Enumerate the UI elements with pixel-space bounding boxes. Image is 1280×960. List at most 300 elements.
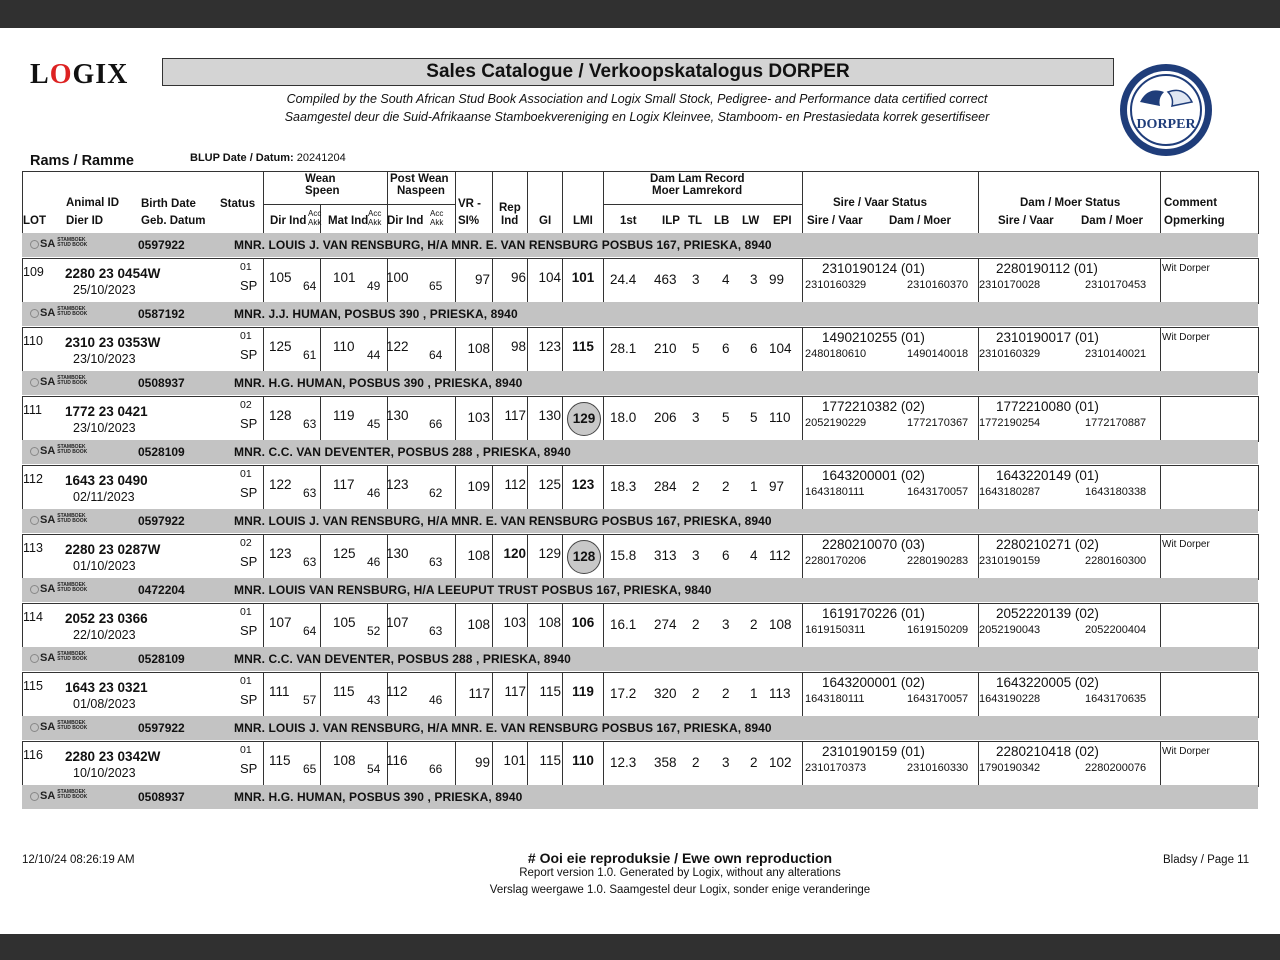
stamp-label: SA [40,445,56,457]
breeder-address: MNR. LOUIS J. VAN RENSBURG, H/A MNR. E. VAN RENSBURG POSBUS 167, PRIESKA, 8940 [234,238,772,252]
cell-sire-s: 1643180111 [805,486,865,498]
breeder-number: 0587192 [138,307,185,321]
cell-sire: 1772210382 (02) [822,399,925,414]
sa-studbook-logo [30,307,87,319]
cell-wmat: 108 [333,753,356,768]
cell-pwacc: 66 [429,417,443,431]
studbook-ring-icon [30,447,39,456]
stamp-label: SA [40,307,56,319]
cell-tl: 3 [692,272,700,287]
stamp-label: SA [40,583,56,595]
cell-epi: 102 [769,755,792,770]
cell-id: 2052 23 0366 [65,611,148,626]
cell-gi: 123 [538,339,561,354]
cell-dam-s: 1790190342 [979,762,1041,774]
table-row [22,741,1259,787]
stamp-label: SA [40,790,56,802]
cell-dam: 1643220149 (01) [996,468,1099,483]
breeder-address: MNR. C.C. VAN DEVENTER, POSBUS 288 , PRIESKA, 8940 [234,652,571,666]
cell-dam-d: 1772170887 [1085,417,1147,429]
cell-pw: 130 [386,546,409,561]
cell-comment: Wit Dorper [1162,263,1210,274]
stamp-label: SA [40,721,56,733]
cell-sire: 2310190124 (01) [822,261,925,276]
breeder-band [22,302,1258,326]
sa-studbook-logo [30,514,87,526]
cell-sire: 1619170226 (01) [822,606,925,621]
cell-ilp: 320 [654,686,677,701]
stamp-label: SA [40,238,56,250]
cell-lmi: 101 [571,270,595,285]
cell-wmat: 105 [333,615,356,630]
cell-wdir: 125 [269,339,292,354]
col-moer-lamrekord: Moer Lamrekord [652,185,743,197]
cell-dam: 1643220005 (02) [996,675,1099,690]
cell-first: 18.0 [610,410,637,425]
cell-dam-s: 2310170028 [979,279,1041,291]
cell-rep: 117 [504,684,526,699]
cell-wdir: 105 [269,270,292,285]
breeder-number: 0597922 [138,238,185,252]
cell-tl: 2 [692,686,700,701]
cell-wmat: 125 [333,546,356,561]
cell-dam: 2310190017 (01) [996,330,1099,345]
cell-sire-d: 1772170367 [907,417,969,429]
col-lw: LW [742,215,760,227]
cell-tl: 5 [692,341,700,356]
cell-dam-s: 1772190254 [979,417,1041,429]
cell-wdir: 128 [269,408,292,423]
cell-tl: 3 [692,548,700,563]
cell-tl: 3 [692,410,700,425]
cell-rep: 103 [503,615,526,630]
cell-ilp: 358 [654,755,677,770]
breeder-number: 0528109 [138,652,185,666]
cell-s2: SP [240,347,258,362]
cell-wmacc: 46 [367,486,381,500]
cell-pw: 116 [386,753,408,768]
breeder-address: MNR. C.C. VAN DEVENTER, POSBUS 288 , PRIESKA, 8940 [234,445,571,459]
blup-value: 20241204 [296,152,346,164]
cell-date: 23/10/2023 [73,421,136,435]
cell-dam-d: 2310140021 [1085,348,1147,360]
studbook-ring-icon [30,792,39,801]
cell-lw: 6 [750,341,758,356]
cell-dam: 2280210418 (02) [996,744,1099,759]
breeder-address: MNR. J.J. HUMAN, POSBUS 390 , PRIESKA, 8940 [234,307,518,321]
cell-wdacc: 57 [303,693,317,707]
cell-dam-s: 1643190228 [979,693,1041,705]
footer-ewe-note: # Ooi eie reproduksie / Ewe own reproduction [527,850,833,866]
cell-lw: 2 [750,755,758,770]
cell-sire-d: 1643170057 [907,693,969,705]
cell-lmi: 106 [571,615,595,630]
cell-s1: 01 [240,330,252,342]
table-header [22,171,1259,234]
breeder-address: MNR. LOUIS VAN RENSBURG, H/A LEEUPUT TRUST POSBUS 167, PRIESKA, 9840 [234,583,712,597]
cell-date: 01/10/2023 [73,559,136,573]
cell-epi: 104 [769,341,792,356]
stamp-small-label: STAMBOEK STUD BOOK [57,789,88,800]
cell-s1: 01 [240,261,252,273]
cell-pw: 100 [386,270,409,285]
cell-vr: 103 [467,410,490,425]
cell-gi: 125 [538,477,561,492]
col-dier-id: Dier ID [66,215,104,227]
cell-gi: 115 [539,753,561,768]
col-lb: LB [714,215,730,227]
cell-sire-s: 2310160329 [805,279,867,291]
cell-epi: 110 [769,410,791,425]
cell-wdacc: 63 [303,555,317,569]
cell-lmi-highlighted: 129 [567,402,601,436]
cell-epi: 113 [769,686,791,701]
cell-s2: SP [240,278,258,293]
cell-wdir: 123 [269,546,292,561]
cell-s1: 01 [240,468,252,480]
col-dam-dam-moer: Dam / Moer [1081,215,1143,227]
cell-lb: 4 [722,272,730,287]
stamp-small-label: STAMBOEK STUD BOOK [57,651,88,662]
cell-rep: 112 [504,477,526,492]
cell-dam-d: 2280200076 [1085,762,1147,774]
sa-studbook-logo [30,790,87,802]
stamp-label: SA [40,376,56,388]
svg-text:DORPER: DORPER [1136,117,1196,132]
breeder-band [22,233,1258,257]
stamp-small-label: STAMBOEK STUD BOOK [57,375,88,386]
cell-lot: 116 [23,748,43,762]
table-row [22,534,1259,580]
col-lot: LOT [23,215,46,227]
cell-pw: 107 [386,615,409,630]
cell-ilp: 274 [654,617,677,632]
col-tl: TL [688,215,703,227]
stamp-small-label: STAMBOEK STUD BOOK [57,513,88,524]
cell-dam-s: 1643180287 [979,486,1041,498]
cell-pw: 112 [386,684,408,699]
cell-vr: 108 [467,548,490,563]
col-naspeen: Naspeen [397,185,445,197]
col-mat-ind: Mat Ind [328,215,369,227]
cell-epi: 112 [769,548,791,563]
cell-wdir: 111 [269,684,290,699]
table-row [22,327,1259,373]
stamp-small-label: STAMBOEK STUD BOOK [57,306,88,317]
breeder-address: MNR. H.G. HUMAN, POSBUS 390 , PRIESKA, 8940 [234,376,523,390]
cell-pwacc: 63 [429,624,443,638]
cell-lb: 3 [722,755,730,770]
cell-dam: 1772210080 (01) [996,399,1099,414]
sa-studbook-logo [30,376,87,388]
cell-sire: 1490210255 (01) [822,330,925,345]
cell-ilp: 463 [654,272,677,287]
cell-lw: 4 [750,548,758,563]
studbook-ring-icon [30,378,39,387]
cell-wdacc: 61 [303,348,317,362]
breeder-address: MNR. LOUIS J. VAN RENSBURG, H/A MNR. E. VAN RENSBURG POSBUS 167, PRIESKA, 8940 [234,721,772,735]
col-ilp: ILP [662,215,680,227]
col-wean-dir-ind: Dir Ind [270,215,307,227]
cell-first: 17.2 [610,686,637,701]
cell-s2: SP [240,485,258,500]
cell-dam-s: 2310160329 [979,348,1041,360]
breeder-number: 0528109 [138,445,185,459]
col-speen: Speen [305,185,340,197]
table-row [22,258,1259,304]
cell-lw: 1 [750,686,758,701]
cell-s1: 01 [240,675,252,687]
cell-dam-d: 2310170453 [1085,279,1147,291]
stamp-small-label: STAMBOEK STUD BOOK [57,720,88,731]
cell-sire-d: 1643170057 [907,486,969,498]
cell-first: 15.8 [610,548,637,563]
cell-comment: Wit Dorper [1162,746,1210,757]
cell-pwacc: 46 [429,693,443,707]
cell-sire: 2310190159 (01) [822,744,925,759]
col-sire-status: Sire / Vaar Status [833,197,927,209]
cell-lmi: 119 [572,684,594,699]
footer-report-af: Verslag weergawe 1.0. Saamgestel deur Logix, sonder enige veranderinge [489,884,871,896]
cell-sire-s: 1643180111 [805,693,865,705]
table-row [22,396,1259,442]
col-post-wean: Post Wean [390,173,449,185]
col-dam-sire-vaar: Sire / Vaar [998,215,1054,227]
cell-lmi: 110 [572,753,594,768]
cell-lb: 2 [722,686,730,701]
cell-wdacc: 65 [303,762,317,776]
viewer-bottom-bar [0,934,1280,960]
cell-dam-d: 2280160300 [1085,555,1147,567]
cell-lb: 2 [722,479,730,494]
cell-rep: 98 [510,339,526,354]
cell-date: 10/10/2023 [73,766,136,780]
cell-first: 24.4 [610,272,637,287]
col-wean-akk: Akk [308,218,322,227]
cell-lw: 5 [750,410,758,425]
col-mat-akk: Akk [368,218,382,227]
cell-wdacc: 63 [303,417,317,431]
cell-tl: 2 [692,617,700,632]
stamp-small-label: STAMBOEK STUD BOOK [57,237,88,248]
footer-page-number: Bladsy / Page 11 [1163,854,1250,866]
col-gi: GI [539,215,552,227]
cell-wdacc: 64 [303,279,317,293]
cell-wmat: 110 [333,339,355,354]
subtitle-afrikaans: Saamgestel deur die Suid-Afrikaanse Stamboekvereniging en Logix Kleinvee, Stamboom- en Prestasiedata korrek gesertifiseer [284,110,990,124]
cell-sire-s: 1619150311 [805,624,866,636]
cell-id: 2280 23 0287W [65,542,161,557]
cell-ilp: 313 [654,548,677,563]
breeder-band [22,647,1258,671]
cell-wmat: 117 [333,477,355,492]
studbook-ring-icon [30,240,39,249]
cell-pwacc: 64 [429,348,443,362]
page-title: Sales Catalogue / Verkoopskatalogus DORPER [162,58,1114,86]
cell-s2: SP [240,761,258,776]
cell-tl: 2 [692,479,700,494]
cell-dam-d: 1643170635 [1085,693,1147,705]
cell-wmacc: 43 [367,693,381,707]
cell-pw: 122 [386,339,409,354]
breeder-address: MNR. LOUIS J. VAN RENSBURG, H/A MNR. E. VAN RENSBURG POSBUS 167, PRIESKA, 8940 [234,514,772,528]
cell-wmacc: 46 [367,555,381,569]
cell-date: 02/11/2023 [73,490,135,504]
stamp-small-label: STAMBOEK STUD BOOK [57,444,88,455]
cell-lot: 114 [23,610,43,624]
breeder-number: 0597922 [138,514,185,528]
cell-s2: SP [240,623,258,638]
cell-sire: 2280210070 (03) [822,537,925,552]
cell-date: 23/10/2023 [73,352,136,366]
cell-sire-d: 2310160370 [907,279,969,291]
breeder-number: 0472204 [138,583,185,597]
studbook-ring-icon [30,309,39,318]
cell-lot: 112 [23,472,43,486]
cell-dam-s: 2052190043 [979,624,1041,636]
dorper-badge-logo [1118,62,1214,158]
cell-sire: 1643200001 (02) [822,468,925,483]
cell-gi: 129 [538,546,561,561]
sa-studbook-logo [30,445,87,457]
cell-ilp: 210 [654,341,677,356]
cell-wmat: 101 [333,270,356,285]
cell-wmacc: 45 [367,417,381,431]
cell-sire-d: 2310160330 [907,762,969,774]
cell-wdacc: 63 [303,486,317,500]
studbook-ring-icon [30,654,39,663]
cell-lw: 3 [750,272,758,287]
cell-dam-d: 2052200404 [1085,624,1147,636]
cell-lb: 3 [722,617,730,632]
col-sire-vaar: Sire / Vaar [807,215,863,227]
col-post-dir-ind: Dir Ind [387,215,424,227]
cell-gi: 115 [539,684,561,699]
blup-label: BLUP Date / Datum: [190,152,294,164]
footer-datetime: 12/10/24 08:26:19 AM [22,854,135,866]
col-rep-ind: Ind [501,215,519,227]
viewer-top-bar [0,0,1280,28]
table-row [22,672,1259,718]
cell-wmat: 115 [333,684,355,699]
cell-rep: 120 [503,546,526,561]
cell-lot: 113 [23,541,43,555]
blup-date [190,152,346,164]
cell-lb: 6 [722,548,730,563]
stamp-label: SA [40,514,56,526]
col-birth-date: Birth Date [141,198,196,210]
cell-lot: 109 [23,265,44,279]
document-page [0,28,1280,934]
cell-wdir: 107 [269,615,292,630]
cell-rep: 96 [510,270,526,285]
cell-tl: 2 [692,755,700,770]
cell-lb: 6 [722,341,730,356]
stamp-label: SA [40,652,56,664]
col-lmi: LMI [573,215,593,227]
cell-pw: 130 [386,408,409,423]
cell-lot: 110 [23,334,43,348]
cell-first: 18.3 [610,479,637,494]
cell-vr: 109 [467,479,490,494]
cell-lot: 115 [23,679,43,693]
cell-pwacc: 63 [429,555,443,569]
breeder-band [22,509,1258,533]
cell-gi: 130 [538,408,561,423]
breeder-number: 0597922 [138,721,185,735]
cell-rep: 101 [503,753,526,768]
sa-studbook-logo [30,238,87,250]
cell-dam-d: 1643180338 [1085,486,1147,498]
cell-first: 16.1 [610,617,637,632]
breeder-address: MNR. H.G. HUMAN, POSBUS 390 , PRIESKA, 8940 [234,790,523,804]
studbook-ring-icon [30,723,39,732]
cell-epi: 97 [769,479,785,494]
cell-vr: 99 [474,755,490,770]
cell-date: 22/10/2023 [73,628,136,642]
studbook-ring-icon [30,585,39,594]
cell-sire-s: 2480180610 [805,348,867,360]
sa-studbook-logo [30,583,87,595]
cell-id: 1643 23 0321 [65,680,148,695]
cell-wmacc: 52 [367,624,381,638]
cell-lmi: 123 [571,477,595,492]
col-rep: Rep [499,202,521,214]
col-dam-moer: Dam / Moer [889,215,951,227]
studbook-ring-icon [30,516,39,525]
cell-first: 28.1 [610,341,637,356]
cell-id: 2280 23 0454W [65,266,161,281]
cell-ilp: 206 [654,410,677,425]
cell-epi: 99 [769,272,785,287]
cell-sire-d: 1490140018 [907,348,969,360]
cell-lw: 2 [750,617,758,632]
cell-vr: 108 [467,617,490,632]
cell-sire-s: 2280170206 [805,555,867,567]
breeder-band [22,440,1258,464]
cell-rep: 117 [504,408,526,423]
cell-lmi-highlighted: 128 [567,540,601,574]
cell-wmacc: 44 [367,348,381,362]
col-dam-status: Dam / Moer Status [1020,197,1121,209]
footer-report-en: Report version 1.0. Generated by Logix, without any alterations [519,867,841,879]
cell-sire-d: 2280190283 [907,555,969,567]
cell-id: 2280 23 0342W [65,749,161,764]
sa-studbook-logo [30,652,87,664]
cell-gi: 108 [538,615,561,630]
cell-lmi: 115 [572,339,594,354]
cell-date: 25/10/2023 [73,283,136,297]
cell-id: 1772 23 0421 [65,404,148,419]
cell-pwacc: 66 [429,762,443,776]
cell-dam: 2280210271 (02) [996,537,1099,552]
cell-comment: Wit Dorper [1162,539,1210,550]
cell-s1: 01 [240,744,252,756]
cell-s1: 01 [240,606,252,618]
col-first: 1st [620,215,637,227]
cell-wmacc: 49 [367,279,381,293]
cell-wdir: 122 [269,477,292,492]
cell-pw: 123 [386,477,409,492]
cell-dam-s: 2310190159 [979,555,1041,567]
col-animal-id: Animal ID [66,197,120,209]
cell-sire: 1643200001 (02) [822,675,925,690]
col-epi: EPI [773,215,792,227]
col-status: Status [220,198,256,210]
cell-pwacc: 65 [429,279,443,293]
cell-wmat: 119 [333,408,355,423]
table-row [22,465,1259,511]
